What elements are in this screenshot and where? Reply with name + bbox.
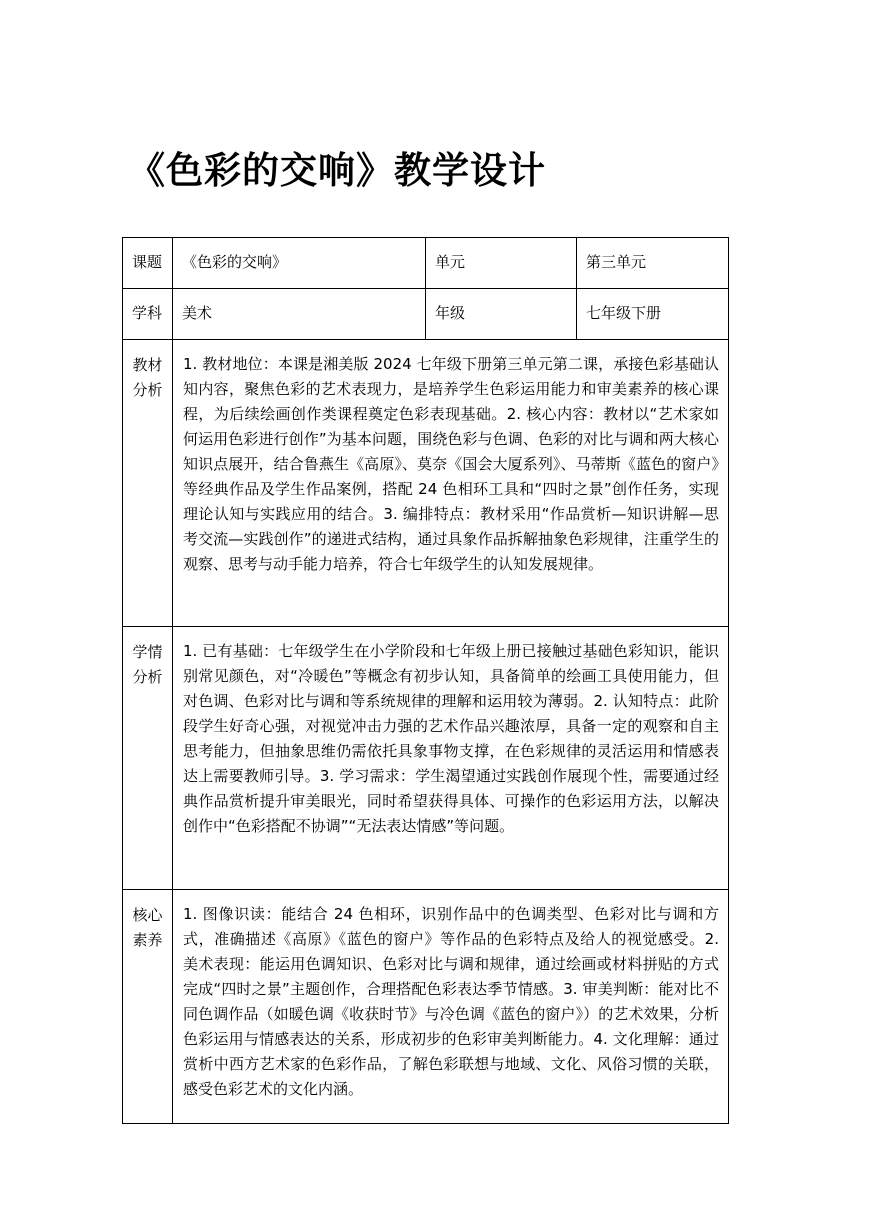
document-title: 《色彩的交响》教学设计 (128, 149, 546, 192)
core-literacy-label: 核心素养 (132, 906, 163, 949)
course-label-cell (123, 238, 173, 289)
core-literacy-label-cell (123, 890, 173, 1124)
student-analysis-label: 学情分析 (132, 643, 163, 686)
grade-label-cell (426, 289, 577, 340)
student-analysis-content-cell (173, 627, 729, 890)
grade-value: 七年级下册 (586, 304, 662, 322)
table-row (123, 340, 729, 627)
table-row (123, 890, 729, 1124)
subject-label-cell (123, 289, 173, 340)
unit-label: 单元 (435, 253, 466, 271)
student-analysis-label-cell (123, 627, 173, 890)
textbook-analysis-content-cell (173, 340, 729, 627)
course-label: 课题 (132, 253, 163, 271)
unit-label-cell (426, 238, 577, 289)
grade-value-cell (577, 289, 729, 340)
grade-label: 年级 (435, 304, 466, 322)
textbook-analysis-label: 教材分析 (132, 356, 163, 399)
subject-value-cell (173, 289, 426, 340)
core-literacy-content: 1. 图像识读：能结合 24 色相环，识别作品中的色调类型、色彩对比与调和方式，准确描述《高原》《蓝色的窗户》等作品的色彩特点及给人的视觉感受。2. 美术表现：能运用色调知识、色彩对比与调和规律，通过绘画或材料拼贴的方式完成“四时之景”主题创作，合理搭配色彩表达季节情感。3. 审美判断：能对比不同色调作品（如暖色调《收获时节》与冷色调《蓝色的窗户》）的艺术效果，分析色彩运用与情感表达的关系，形成初步的色彩审美判断能力。4. 文化理解：通过赏析中西方艺术家的色彩作品，了解色彩联想与地域、文化、风俗习惯的关联，感受色彩艺术的文化内涵。 (183, 905, 719, 1098)
course-value: 《色彩的交响》 (182, 253, 288, 271)
textbook-analysis-content: 1. 教材地位：本课是湘美版 2024 七年级下册第三单元第二课，承接色彩基础认知内容，聚焦色彩的艺术表现力，是培养学生色彩运用能力和审美素养的核心课程，为后续绘画创作类课程奠定色彩表现基础。2. 核心内容：教材以“艺术家如何运用色彩进行创作”为基本问题，围绕色彩与色调、色彩的对比与调和两大核心知识点展开，结合鲁燕生《高原》、莫奈《国会大厦系列》、马蒂斯《蓝色的窗户》等经典作品及学生作品案例，搭配 24 色相环工具和“四时之景”创作任务，实现理论认知与实践应用的结合。3. 编排特点：教材采用“作品赏析—知识讲解—思考交流—实践创作”的递进式结构，通过具象作品拆解抽象色彩规律，注重学生的观察、思考与动手能力培养，符合七年级学生的认知发展规律。 (183, 355, 719, 573)
student-analysis-content: 1. 已有基础：七年级学生在小学阶段和七年级上册已接触过基础色彩知识，能识别常见颜色，对“冷暖色”等概念有初步认知，具备简单的绘画工具使用能力，但对色调、色彩对比与调和等系统规律的理解和运用较为薄弱。2. 认知特点：此阶段学生好奇心强，对视觉冲击力强的艺术作品兴趣浓厚，具备一定的观察和自主思考能力，但抽象思维仍需依托具象事物支撑，在色彩规律的灵活运用和情感表达上需要教师引导。3. 学习需求：学生渴望通过实践创作展现个性，需要通过经典作品赏析提升审美眼光，同时希望获得具体、可操作的色彩运用方法，以解决创作中“色彩搭配不协调”“无法表达情感”等问题。 (183, 642, 719, 835)
table-row (123, 627, 729, 890)
textbook-analysis-label-cell (123, 340, 173, 627)
table-row (123, 289, 729, 340)
unit-value-cell (577, 238, 729, 289)
core-literacy-content-cell (173, 890, 729, 1124)
table-row (123, 238, 729, 289)
unit-value: 第三单元 (586, 253, 647, 271)
lesson-plan-table (122, 237, 729, 1124)
subject-label: 学科 (132, 304, 163, 322)
subject-value: 美术 (182, 304, 213, 322)
course-value-cell (173, 238, 426, 289)
